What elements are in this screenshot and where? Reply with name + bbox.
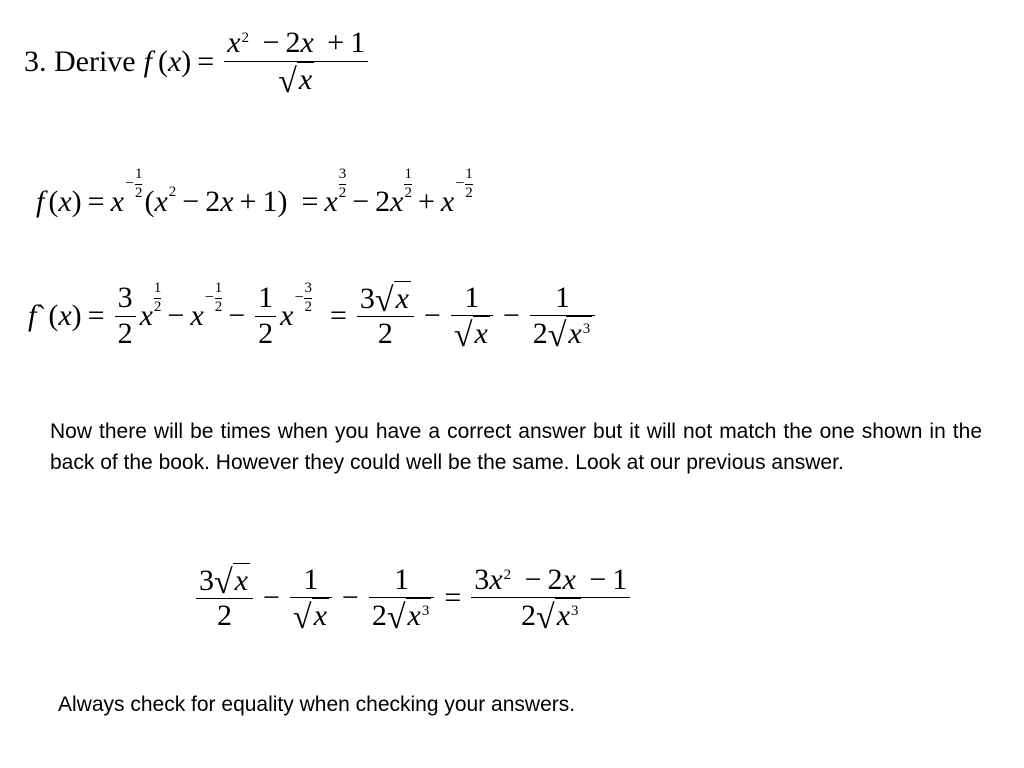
var-x: x: [440, 185, 455, 218]
var-x: x: [110, 185, 124, 218]
var-x: x: [407, 599, 421, 632]
minus: −: [182, 185, 200, 218]
exponent: 2: [168, 183, 177, 200]
problem-numerator: [224, 26, 368, 61]
equals: =: [329, 299, 347, 332]
coef: 2: [285, 26, 301, 59]
exp-num: 3: [304, 279, 312, 296]
radical-icon: √: [536, 599, 555, 636]
num: 1: [303, 562, 319, 596]
rparen: ): [277, 185, 288, 218]
rewrite-line: [36, 160, 473, 244]
lparen: (: [48, 185, 59, 218]
coef-one-half: [255, 281, 276, 351]
radical-icon: √: [278, 62, 297, 100]
const: 1: [262, 185, 278, 218]
minus: −: [262, 26, 280, 59]
radicand: [406, 598, 432, 632]
rparen: ): [71, 185, 82, 218]
coef: 2: [375, 185, 391, 218]
coef: 2: [521, 599, 537, 632]
minus: −: [524, 562, 542, 596]
closing-note: Always check for equality when checking your answers.: [58, 693, 576, 716]
minus: −: [589, 562, 607, 596]
equals: =: [87, 299, 105, 332]
num: [357, 281, 414, 317]
equality-check-line: [192, 550, 634, 646]
exp-num: 3: [338, 165, 347, 182]
radical-icon: √: [453, 317, 473, 354]
exp-num: 1: [153, 279, 162, 296]
exp-den: 2: [404, 184, 412, 201]
minus: −: [167, 299, 185, 332]
func-f: f: [143, 44, 152, 78]
exponent: 3: [582, 321, 591, 337]
radicand: x: [234, 563, 248, 597]
exp-den: 2: [304, 298, 312, 315]
rparen: ): [71, 299, 82, 332]
lparen: (: [157, 44, 168, 78]
func-f: f: [28, 299, 37, 332]
exponent-neg-half: [205, 281, 223, 316]
exponent: 3: [421, 603, 430, 619]
exp-num: 1: [465, 165, 473, 182]
coef: 2: [205, 185, 221, 218]
coef-three-halves: [115, 281, 136, 351]
radical-icon: √: [547, 317, 567, 354]
exp-den: 2: [338, 184, 347, 201]
minus: −: [263, 581, 280, 614]
neg-sign: −: [294, 288, 304, 306]
den: 2: [217, 599, 232, 632]
term-1-over-2sqrtx3: [369, 563, 435, 634]
num: 3: [117, 281, 133, 314]
exp-num: 1: [214, 279, 223, 296]
equals: =: [444, 581, 462, 614]
minus: −: [341, 581, 359, 614]
term-1-over-sqrtx: [451, 281, 493, 352]
exp-den: 2: [134, 184, 143, 201]
lparen: (: [144, 185, 155, 218]
exponent: 3: [571, 603, 579, 619]
var-x: x: [568, 317, 582, 350]
problem-statement: [24, 26, 372, 100]
problem-denominator: [275, 62, 317, 98]
prime-mark: `: [36, 299, 47, 332]
term-3sqrtx-over-2: [357, 281, 414, 352]
var-x: x: [167, 44, 182, 78]
den: [451, 316, 493, 352]
radicand: x: [298, 62, 313, 96]
radicand: [566, 316, 592, 350]
radical-icon: √: [386, 599, 406, 636]
coef: 2: [371, 599, 387, 632]
problem-label: 3. Derive: [24, 44, 136, 78]
den: 2: [258, 316, 274, 350]
term-3sqrtx-over-2: [196, 563, 253, 634]
exp-den: 2: [214, 298, 223, 315]
plus: +: [327, 26, 345, 59]
neg-sign: −: [204, 288, 214, 306]
problem-fraction: [224, 26, 368, 100]
func-f: f: [36, 185, 45, 218]
coef: 2: [547, 562, 563, 596]
coef: 2: [532, 317, 548, 350]
coef: 3: [474, 562, 490, 596]
plus: +: [417, 185, 435, 218]
num: 1: [394, 562, 410, 596]
exponent-neg-half: [125, 167, 143, 202]
var-x: x: [154, 185, 168, 218]
radicand: x: [474, 317, 488, 350]
combined-fraction: [471, 563, 630, 634]
exponent-half: [404, 167, 412, 202]
var-x: x: [227, 26, 241, 59]
radical-icon: √: [292, 599, 312, 636]
radicand: x: [395, 281, 409, 315]
minus: −: [352, 185, 370, 218]
minus: −: [423, 299, 441, 332]
var-x: x: [220, 185, 234, 218]
exponent-neg-three-halves: [294, 281, 312, 316]
var-x: x: [556, 599, 571, 632]
body-paragraph: Now there will be times when you have a correct answer but it will not match the one shown in the back of the book. However they could well be the same. Look at our previous answer.: [50, 420, 982, 474]
exponent-neg-half: [455, 167, 473, 202]
minus: −: [502, 299, 520, 332]
exp-den: 2: [153, 298, 162, 315]
equals: =: [301, 185, 319, 218]
var-x: x: [324, 185, 338, 218]
num: 1: [258, 281, 274, 314]
var-x: x: [58, 299, 72, 332]
derivative-line: [28, 268, 599, 364]
var-x: x: [562, 562, 576, 596]
exp-num: 1: [134, 165, 143, 182]
sqrt-x: [278, 62, 314, 100]
rparen: ): [181, 44, 192, 78]
den: [518, 598, 584, 634]
equals: =: [197, 44, 215, 78]
lparen: (: [48, 299, 59, 332]
exp-num: 1: [404, 165, 412, 182]
exponent-three-halves: [339, 167, 347, 202]
coef: 3: [359, 281, 375, 315]
num: 1: [464, 280, 480, 314]
term-1-over-2sqrtx3: [530, 281, 596, 352]
exponent-half: [154, 281, 162, 316]
equals: =: [87, 185, 105, 218]
radicand: x: [313, 599, 327, 632]
den: [369, 598, 435, 634]
minus: −: [228, 299, 246, 332]
den: 2: [117, 316, 133, 350]
exp-den: 2: [465, 184, 473, 201]
coef: 3: [199, 563, 214, 597]
den: 2: [377, 317, 393, 350]
var-x: x: [280, 299, 294, 332]
den: [530, 316, 596, 352]
exponent: 2: [503, 566, 512, 583]
num: [471, 563, 630, 598]
radical-icon: √: [374, 281, 394, 319]
var-x: x: [190, 299, 204, 332]
num: [196, 563, 253, 599]
const: 1: [350, 26, 366, 59]
radicand: [555, 598, 581, 632]
var-x: x: [58, 185, 72, 218]
term-1-over-sqrtx: [290, 563, 332, 634]
neg-sign: −: [455, 174, 465, 192]
radical-icon: √: [214, 563, 233, 601]
neg-sign: −: [124, 174, 134, 192]
den: [290, 598, 332, 634]
var-x: x: [390, 185, 404, 218]
var-x: x: [139, 299, 153, 332]
num: 1: [555, 280, 570, 314]
const: 1: [612, 562, 628, 596]
var-x: x: [300, 26, 314, 59]
exponent: 2: [241, 30, 250, 46]
var-x: x: [489, 562, 503, 596]
plus: +: [239, 185, 257, 218]
